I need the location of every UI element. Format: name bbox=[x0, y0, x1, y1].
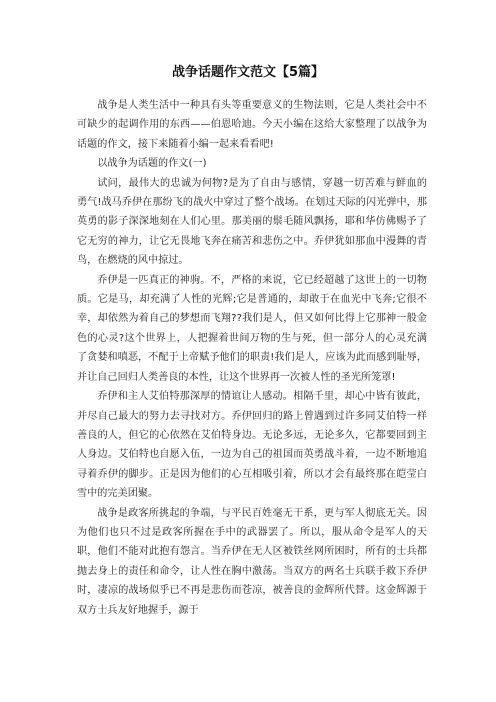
document-body bbox=[77, 96, 427, 620]
section-heading: 以战争为话题的作文(一) bbox=[97, 158, 207, 170]
document-title: 战争话题作文范文【5篇】 bbox=[171, 65, 325, 80]
paragraph-intro: 战争是人类生活中一种具有头等重要意义的生物法则，它是人类社会中不可缺少的起调作用的东西——伯恩哈迪。今天小编在这给大家整理了以战争为话题的作文，接下来随着小编一起来看看吧! bbox=[77, 100, 427, 150]
paragraph: 战争是政客所挑起的争端，与平民百姓毫无干系，更与军人彻底无关。因为他们也只不过是政客所握在手中的武器罢了。所以，服从命令是军人的天职，他们不能对此抱有怨言。当乔伊在无人区被铁丝网所困时，所有的士兵都抛去身上的责任和命令，让人性在胸中激荡。当双方的两名士兵联手救下乔伊时，凄凉的战场似乎已不再是悲伤而苍凉，被善良的金辉所代替。这金辉源于双方士兵友好地握手，源于 bbox=[77, 507, 427, 616]
paragraph: 乔伊是一匹真正的神驹。不，严格的来说，它已经超越了这世上的一切物质。它是马，却充满了人性的光辉;它是普通的，却敢于在血光中飞奔;它很不幸，却依然为着自己的梦想而飞翔??我们是人，但又如何比得上它那神一般金色的心灵?这个世界上，人把握着世间万物的生与死，但一部分人的心灵充满了贪婪和嗔恶，不配于上帝赋予他们的职责!我们是人，应该为此而感到耻辱，并让自己回归人类善良的本性，让这个世界再一次被人性的圣光所笼罩! bbox=[77, 274, 427, 383]
paragraph: 试问，最伟大的忠诚为何物?是为了自由与感情，穿越一切苦难与鲜血的勇气!战马乔伊在那纷飞的战火中穿过了整个战场。在划过天际的闪光弹中，那英勇的影子深深地刻在人们心里。那美丽的鬃毛随风飘扬，耶和华仿佛赐予了它无穷的神力，让它无畏地飞奔在痛苦和悲伤之中。乔伊犹如那血中漫舞的青鸟，在燃烧的风中掠过。 bbox=[77, 177, 427, 267]
paragraph: 乔伊和主人艾伯特那深厚的情谊让人感动。相隔千里，却心中皆有彼此，并尽自己最大的努力去寻找对方。乔伊回归的路上曾遇到过许多同艾伯特一样善良的人，但它的心依然在艾伯特身边。无论多远，无论多久，它都要回到主人身边。艾伯特也自愿入伍，一边为自己的祖国而英勇战斗着，一边不断地追寻着乔伊的脚步。正是因为他们的心互相吸引着，所以才会有最终那在皑莹白雪中的完美团聚。 bbox=[77, 391, 427, 500]
